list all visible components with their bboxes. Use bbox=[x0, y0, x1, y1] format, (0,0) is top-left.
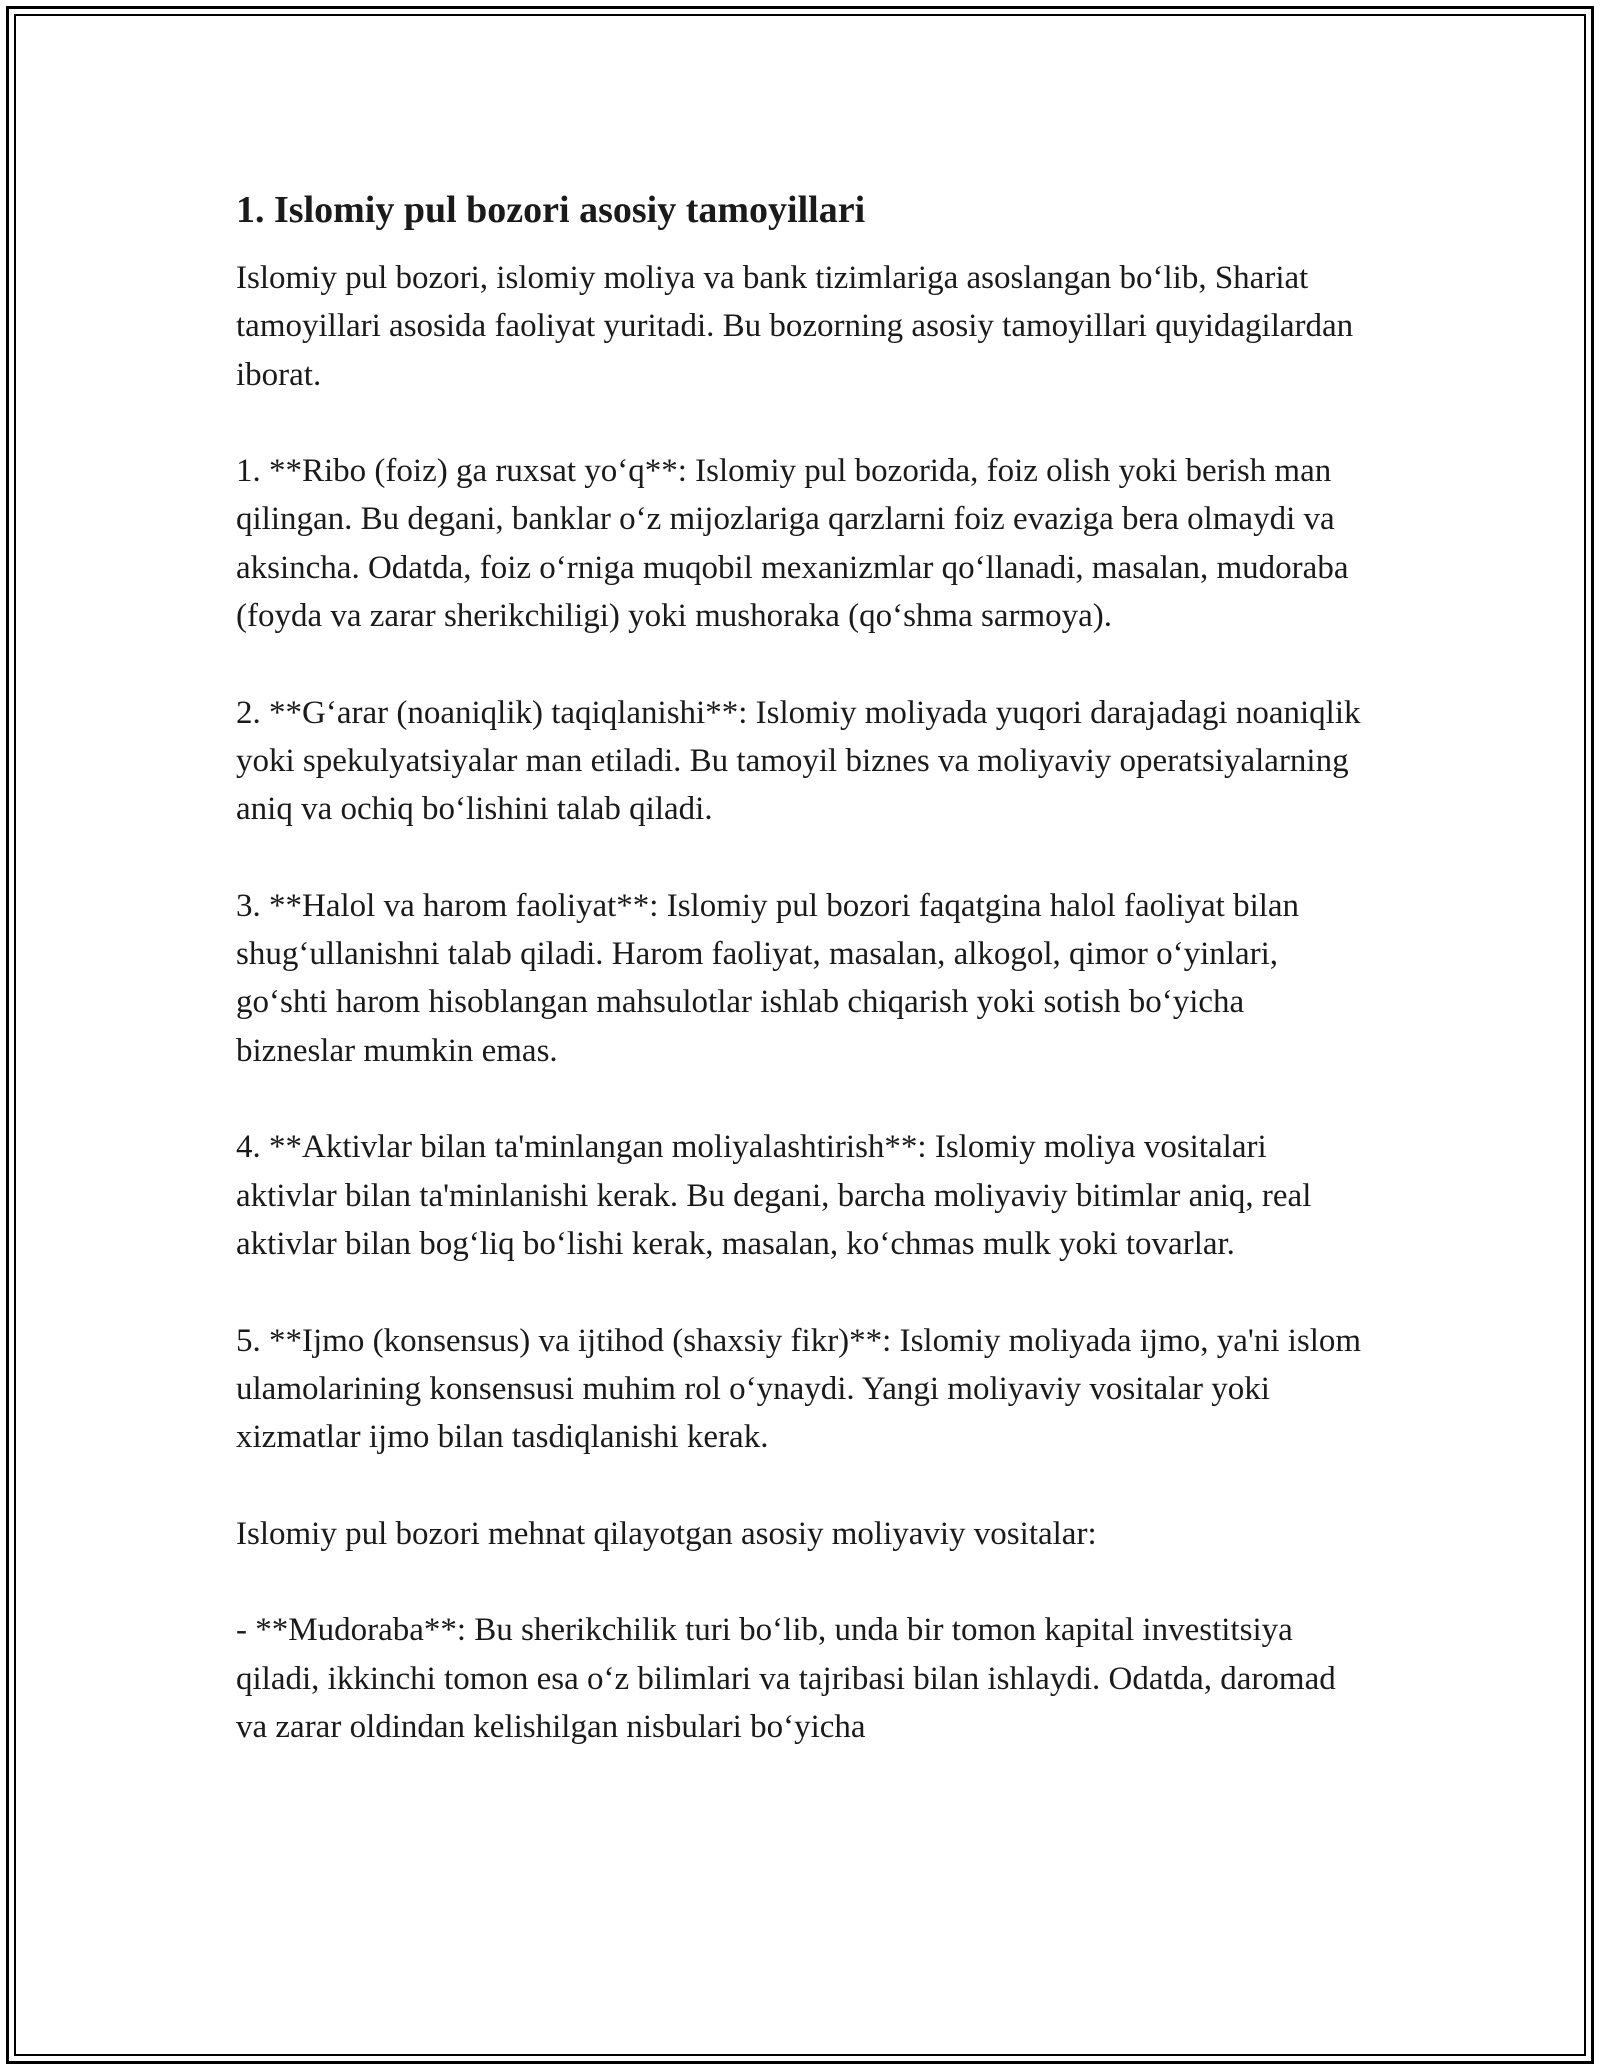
principle-asset-backed-paragraph: 4. **Aktivlar bilan ta'minlangan moliyalashtirish**: Islomiy moliya vositalari aktivlar bilan ta'minlanishi kerak. Bu degani, barcha moliyaviy bitimlar aniq, real aktivlar bilan bog‘liq bo‘lishi kerak, masalan, ko‘chmas mulk yoki tovarlar. bbox=[236, 1129, 1312, 1262]
principle-halal-paragraph: 3. **Halol va harom faoliyat**: Islomiy pul bozori faqatgina halol faoliyat bilan shug‘ullanishni talab qiladi. Harom faoliyat, masalan, alkogol, qimor o‘yinlari, go‘shti harom hisoblangan mahsulotlar ishlab chiqarish yoki sotish bo‘yicha bizneslar mumkin emas. bbox=[236, 887, 1300, 1069]
mudaraba-paragraph: - **Mudoraba**: Bu sherikchilik turi bo‘lib, unda bir tomon kapital investitsiya qiladi, ikkinchi tomon esa o‘z bilimlari va tajribasi bilan ishlaydi. Odatda, daromad va zarar oldindan kelishilgan nisbulari bo‘yicha bbox=[236, 1612, 1336, 1745]
principle-ijma-paragraph: 5. **Ijmo (konsensus) va ijtihod (shaxsiy fikr)**: Islomiy moliyada ijmo, ya'ni islom ulamolarining konsensusi muhim rol o‘ynaydi. Yangi moliyaviy vositalar yoki xizmatlar ijmo bilan tasdiqlanishi kerak. bbox=[236, 1322, 1362, 1456]
section-heading: 1. Islomiy pul bozori asosiy tamoyillari bbox=[236, 189, 866, 231]
instruments-intro-paragraph: Islomiy pul bozori mehnat qilayotgan asosiy moliyaviy vositalar: bbox=[236, 1515, 1097, 1552]
document-body bbox=[236, 186, 1366, 1751]
principle-gharar-paragraph: 2. **G‘arar (noaniqlik) taqiqlanishi**: Islomiy moliyada yuqori darajadagi noaniqlik yoki spekulyatsiyalar man etiladi. Bu tamoyil biznes va moliyaviy operatsiyalarning aniq va ochiq bo‘lishini talab qiladi. bbox=[236, 694, 1361, 828]
principle-ribo-paragraph: 1. **Ribo (foiz) ga ruxsat yo‘q**: Islomiy pul bozorida, foiz olish yoki berish man qilingan. Bu degani, banklar o‘z mijozlariga qarzlarni foiz evaziga bera olmaydi va aksincha. Odatda, foiz o‘rniga muqobil mexanizmlar qo‘llanadi, masalan, mudoraba (foyda va zarar sherikchiligi) yoki mushoraka (qo‘shma sarmoya). bbox=[236, 453, 1349, 635]
intro-paragraph: Islomiy pul bozori, islomiy moliya va bank tizimlariga asoslangan bo‘lib, Shariat tamoyillari asosida faoliyat yuritadi. Bu bozorning asosiy tamoyillari quyidagilardan iborat. bbox=[236, 260, 1354, 393]
